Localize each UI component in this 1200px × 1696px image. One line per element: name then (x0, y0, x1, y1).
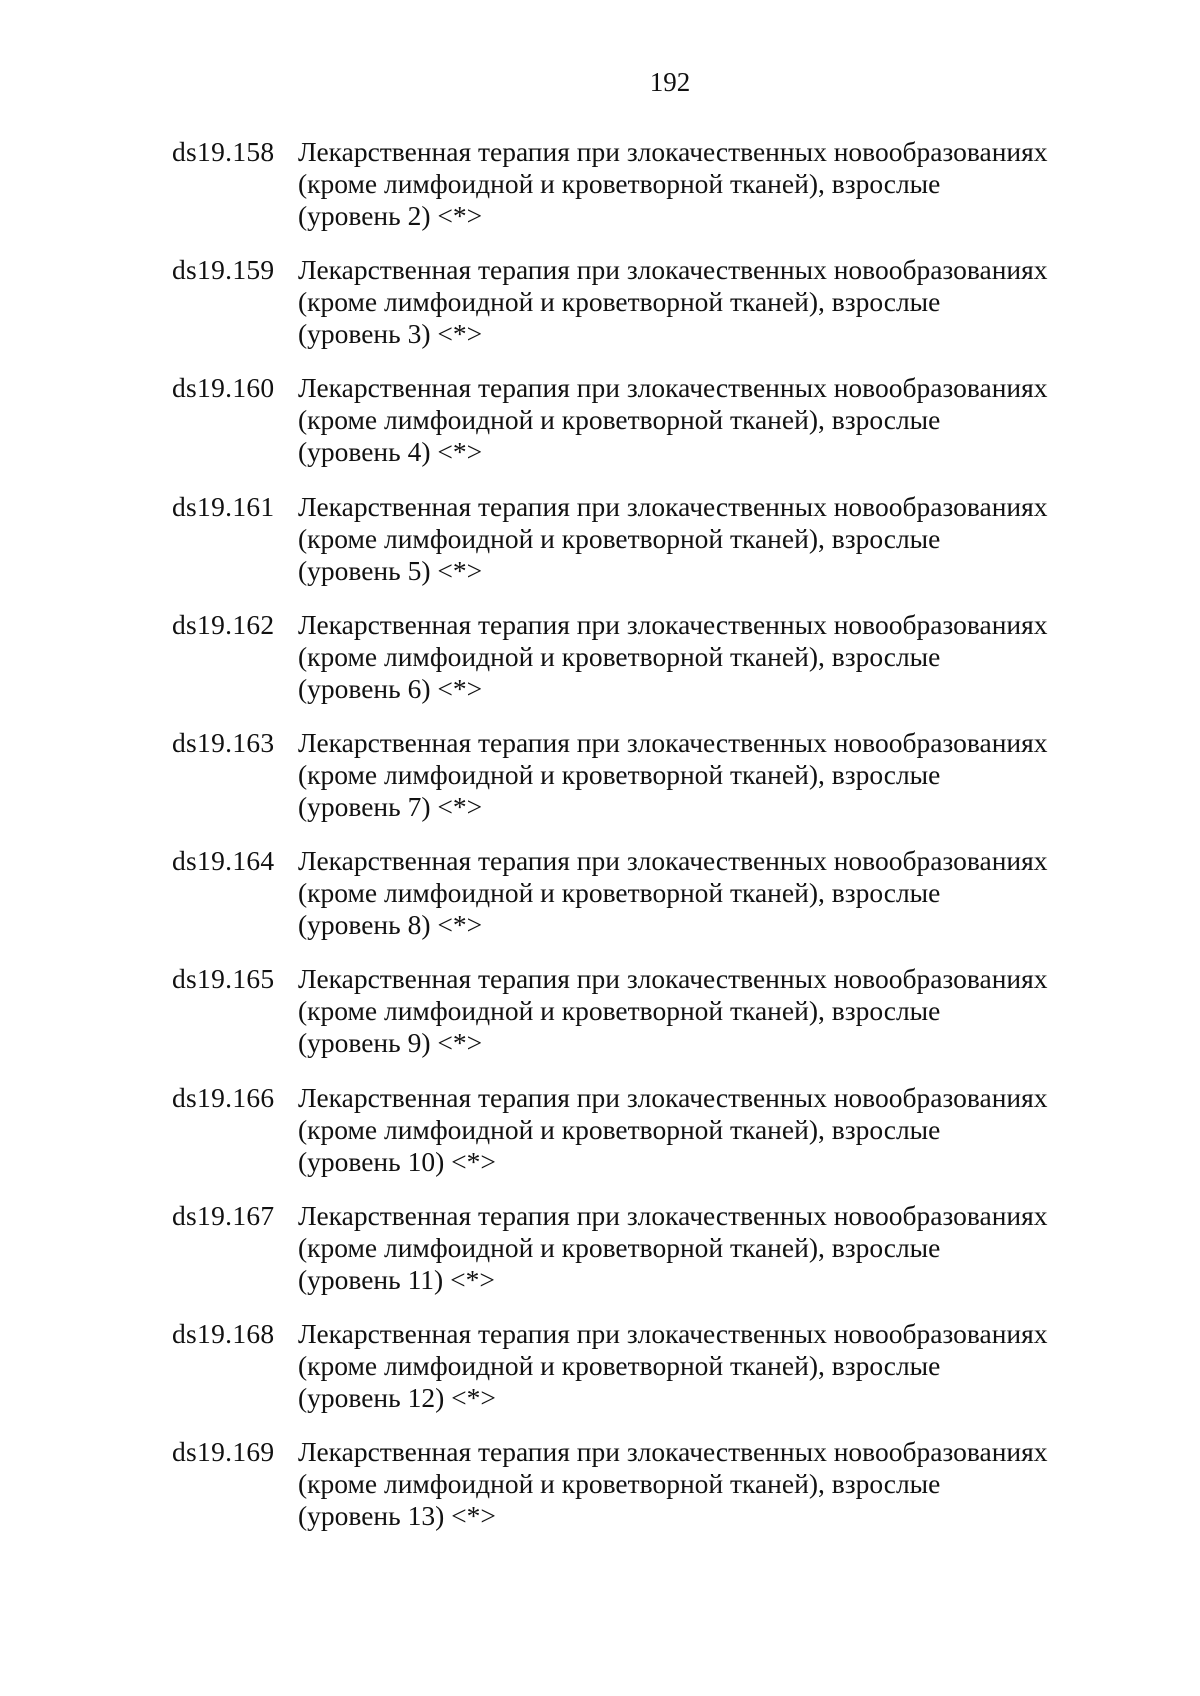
entry-description (298, 1082, 1048, 1178)
entry-code: ds19.167 (172, 1199, 275, 1231)
entry-level: (уровень 13) <*> (298, 1500, 496, 1532)
entry-level: (уровень 3) <*> (298, 318, 483, 350)
entry-level: (уровень 9) <*> (298, 1027, 483, 1059)
entry-description (298, 963, 1048, 1059)
entry-code: ds19.165 (172, 963, 275, 995)
entry-code: ds19.169 (172, 1436, 275, 1468)
entry-description-line: (кроме лимфоидной и кроветворной тканей), взрослые (298, 1113, 941, 1145)
entry-description (298, 136, 1048, 232)
entry-description (298, 1318, 1048, 1414)
entry-description (298, 254, 1048, 350)
entry-description (298, 1436, 1048, 1532)
entry-description (298, 727, 1048, 823)
entry-description-line: Лекарственная терапия при злокачественных новообразованиях (298, 1199, 1048, 1231)
entry-description-line: (кроме лимфоидной и кроветворной тканей), взрослые (298, 1231, 941, 1263)
entry-description-line: (кроме лимфоидной и кроветворной тканей), взрослые (298, 995, 941, 1027)
entry-description-line: Лекарственная терапия при злокачественных новообразованиях (298, 1317, 1048, 1349)
entry-description-line: Лекарственная терапия при злокачественных новообразованиях (298, 1081, 1048, 1113)
list-item (0, 845, 1200, 963)
entry-level: (уровень 12) <*> (298, 1381, 496, 1413)
entry-level: (уровень 4) <*> (298, 436, 483, 468)
entry-description (298, 372, 1048, 468)
entry-description-line: (кроме лимфоидной и кроветворной тканей), взрослые (298, 1468, 941, 1500)
entry-description-line: Лекарственная терапия при злокачественных новообразованиях (298, 963, 1048, 995)
entry-description-line: (кроме лимфоидной и кроветворной тканей), взрослые (298, 877, 941, 909)
list-item (0, 1082, 1200, 1200)
entry-code: ds19.160 (172, 372, 275, 404)
list-item (0, 491, 1200, 609)
list-item (0, 1200, 1200, 1318)
entry-level: (уровень 6) <*> (298, 672, 483, 704)
entry-level: (уровень 11) <*> (298, 1263, 495, 1295)
list-item (0, 1436, 1200, 1554)
entry-code: ds19.162 (172, 608, 275, 640)
entry-description-line: (кроме лимфоидной и кроветворной тканей), взрослые (298, 640, 941, 672)
entry-level: (уровень 8) <*> (298, 909, 483, 941)
page-number: 192 (649, 67, 691, 97)
entry-description-line: Лекарственная терапия при злокачественных новообразованиях (298, 372, 1048, 404)
entry-level: (уровень 5) <*> (298, 554, 483, 586)
entry-description-line: (кроме лимфоидной и кроветворной тканей), взрослые (298, 404, 941, 436)
entry-code: ds19.159 (172, 254, 275, 286)
entry-code: ds19.166 (172, 1081, 275, 1113)
entry-description-line: (кроме лимфоидной и кроветворной тканей), взрослые (298, 168, 941, 199)
entry-description-line: Лекарственная терапия при злокачественных новообразованиях (298, 136, 1048, 167)
entry-description-line: Лекарственная терапия при злокачественных новообразованиях (298, 845, 1048, 877)
entry-code: ds19.163 (172, 726, 275, 758)
entry-description (298, 1200, 1048, 1296)
entry-description-line: (кроме лимфоидной и кроветворной тканей), взрослые (298, 1349, 941, 1381)
list-item (0, 136, 1200, 254)
list-item (0, 727, 1200, 845)
entry-level: (уровень 2) <*> (298, 200, 483, 231)
entry-description-line: Лекарственная терапия при злокачественных новообразованиях (298, 726, 1048, 758)
list-item (0, 372, 1200, 490)
entry-description-line: (кроме лимфоидной и кроветворной тканей), взрослые (298, 758, 941, 790)
entry-description-line: Лекарственная терапия при злокачественных новообразованиях (298, 254, 1048, 286)
entry-description-line: (кроме лимфоидной и кроветворной тканей), взрослые (298, 522, 941, 554)
list-item (0, 254, 1200, 372)
list-item (0, 1318, 1200, 1436)
entry-code: ds19.164 (172, 845, 275, 877)
entry-description-line: (кроме лимфоидной и кроветворной тканей), взрослые (298, 286, 941, 318)
entry-level: (уровень 7) <*> (298, 790, 483, 822)
entry-list (0, 136, 1200, 1554)
entry-code: ds19.168 (172, 1317, 275, 1349)
entry-description (298, 609, 1048, 705)
entry-description (298, 845, 1048, 941)
list-item (0, 963, 1200, 1081)
entry-code: ds19.158 (172, 136, 275, 167)
entry-description-line: Лекарственная терапия при злокачественных новообразованиях (298, 490, 1048, 522)
entry-level: (уровень 10) <*> (298, 1145, 496, 1177)
entry-description-line: Лекарственная терапия при злокачественных новообразованиях (298, 1436, 1048, 1468)
entry-code: ds19.161 (172, 490, 275, 522)
entry-description-line: Лекарственная терапия при злокачественных новообразованиях (298, 608, 1048, 640)
list-item (0, 609, 1200, 727)
entry-description (298, 491, 1048, 587)
